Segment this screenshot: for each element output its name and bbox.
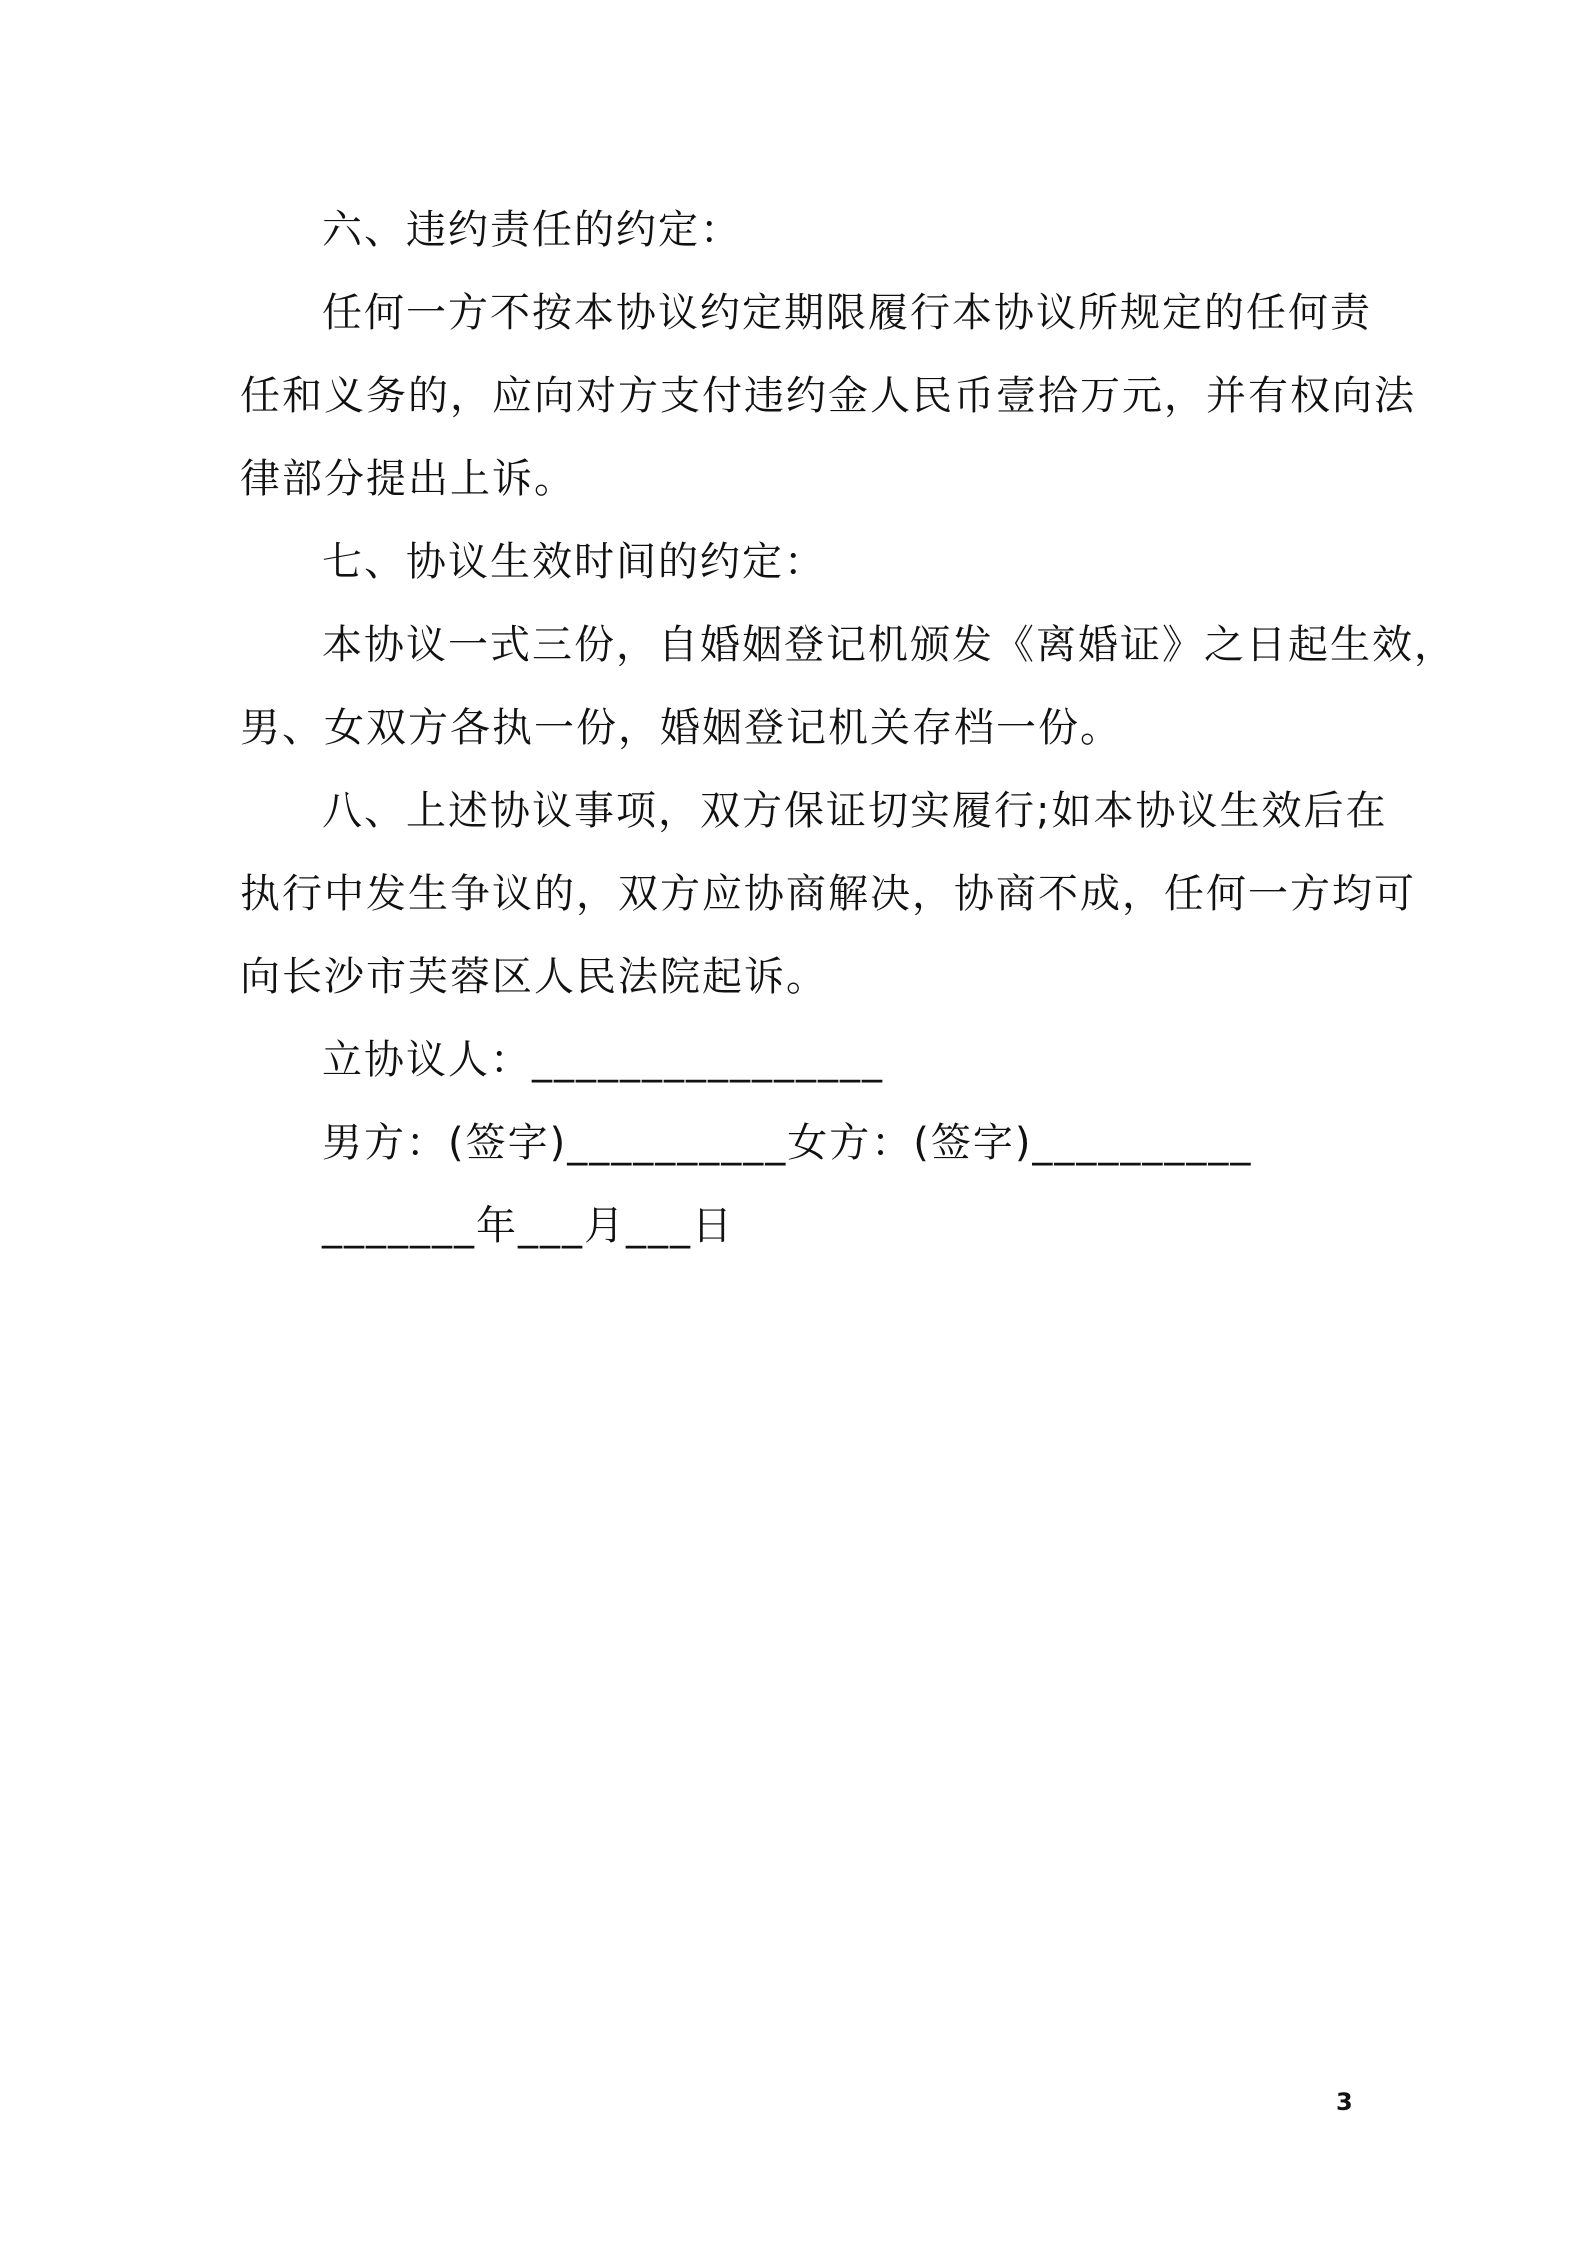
section-8-line-1: 八、上述协议事项，双方保证切实履行;如本协议生效后在 xyxy=(322,788,1388,834)
section-6-body-line-3: 律部分提出上诉。 xyxy=(240,456,576,502)
section-7-body-line-1: 本协议一式三份，自婚姻登记机颁发《离婚证》之日起生效， xyxy=(322,622,1456,668)
signature-line: 男方：(签字)__________女方：(签字)__________ xyxy=(322,1120,1253,1166)
date-line: _______年___月___日 xyxy=(322,1203,734,1249)
section-6-body-line-2: 任和义务的，应向对方支付违约金人民币壹拾万元，并有权向法 xyxy=(240,373,1416,419)
section-8-line-3: 向长沙市芙蓉区人民法院起诉。 xyxy=(240,954,828,1000)
section-6-heading: 六、违约责任的约定： xyxy=(322,207,742,253)
signatory-line: 立协议人：________________ xyxy=(322,1037,884,1083)
page-number: 3 xyxy=(1336,2088,1353,2116)
section-8-line-2: 执行中发生争议的，双方应协商解决，协商不成，任何一方均可 xyxy=(240,871,1416,917)
section-6-body-line-1: 任何一方不按本协议约定期限履行本协议所规定的任何责 xyxy=(322,290,1372,336)
section-7-body-line-2: 男、女双方各执一份，婚姻登记机关存档一份。 xyxy=(240,705,1122,751)
section-7-heading: 七、协议生效时间的约定： xyxy=(322,539,826,585)
